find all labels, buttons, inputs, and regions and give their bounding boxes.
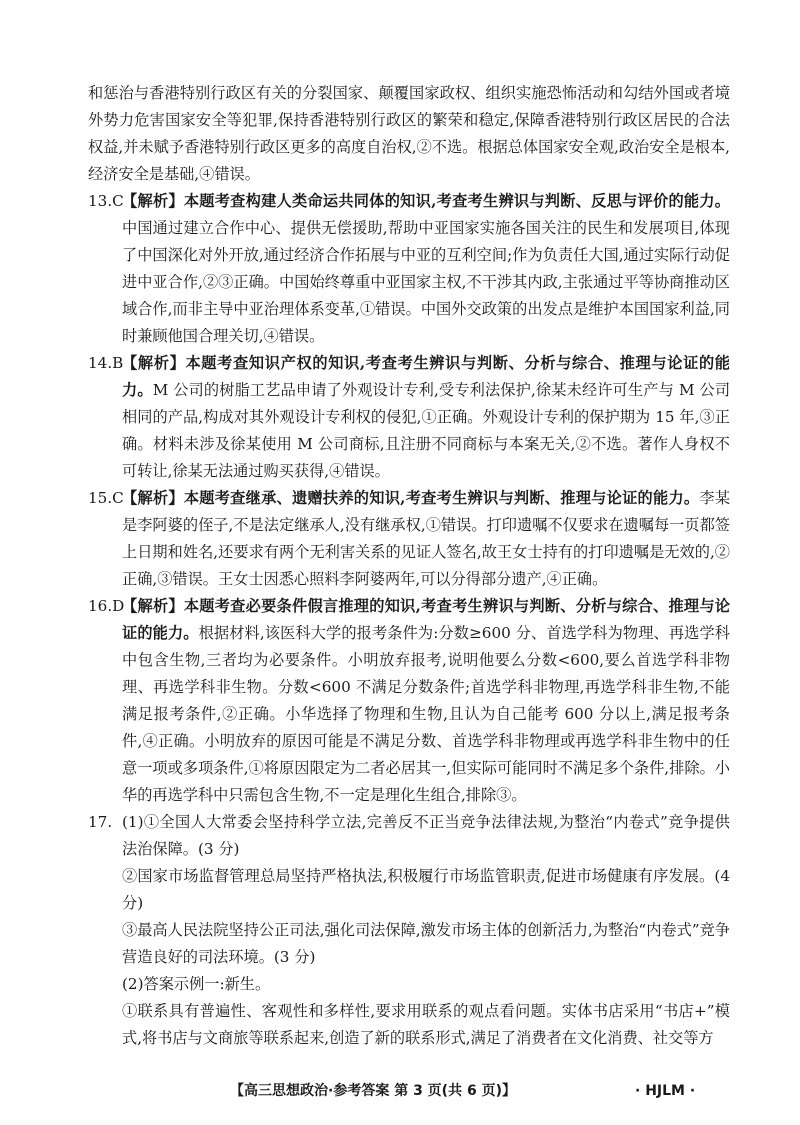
item-number: 14.B <box>88 354 124 372</box>
answer-item-13 <box>88 188 730 350</box>
footer-code: · HJLM · <box>635 1083 696 1099</box>
analysis-text: 中国通过建立合作中心、提供无偿援助,帮助中亚国家实施各国关注的民生和发展项目,体现了中国深化对外开放,通过经济合作拓展与中亚的互利空间;作为负责任大国,通过实际行动促进中亚合作,②③正确。中国始终尊重中亚国家主权,不干涉其内政,主张通过平等协商推动区域合作,而非主导中亚治理体系变革,①错误。中国外交政策的出发点是维护本国国家利益,同时兼顾他国合理关切,④错误。 <box>122 219 730 345</box>
answer-item-16 <box>88 593 730 809</box>
answer-item-17 <box>88 809 730 1052</box>
analysis-heading: 【解析】本题考查继承、遗赠扶养的知识,考查考生辨识与判断、推理与论证的能力。 <box>122 489 700 507</box>
item-number: 13.C <box>88 192 124 210</box>
analysis-heading: 【解析】本题考查必要条件假言推理的知识,考查考生辨识与判断、分析与综合、推理与论证的能力。 <box>122 597 730 642</box>
q17-part2-point1: ①联系具有普遍性、客观性和多样性,要求用联系的观点看问题。实体书店采用“书店+”模式,将书店与文商旅等联系起来,创造了新的联系形式,满足了消费者在文化消费、社交等方 <box>122 1002 730 1047</box>
answer-item-15 <box>88 485 730 593</box>
q17-part1-point3: ③最高人民法院坚持公正司法,强化司法保障,激发市场主体的创新活力,为整治“内卷式”竞争营造良好的司法环境。(3 分) <box>122 921 730 966</box>
analysis-text: 李某是李阿婆的侄子,不是法定继承人,没有继承权,①错误。打印遗嘱不仅要求在遗嘱每一页都签上日期和姓名,还要求有两个无利害关系的见证人签名,故王女士持有的打印遗嘱是无效的,②正确,③错误。王女士因悉心照料李阿婆两年,可以分得部分遗产,④正确。 <box>122 489 731 588</box>
item-number: 15.C <box>88 489 124 507</box>
analysis-text: 根据材料,该医科大学的报考条件为:分数≥600 分、首选学科为物理、再选学科中包含生物,三者均为必要条件。小明放弃报考,说明他要么分数<600,要么首选学科非物理、再选学科非生物。分数<600 不满足分数条件;首选学科非物理,再选学科非生物,不能满足报考条件,②正确。小华选择了物理和生物,且认为自己能考 600 分以上,满足报考条件,④正确。小明放弃的原因可能是不满足分数、首选学科非物理或再选学科非生物中的任意一项或多项条件,①将原因限定为二者必居其一,但实际可能同时不满足多个条件,排除。小华的再选学科中只需包含生物,不一定是理化生组合,排除③。 <box>122 624 730 804</box>
page-footer <box>230 1081 750 1101</box>
answer-item-14 <box>88 350 730 485</box>
footer-title: 【高三思想政治·参考答案 第 3 页(共 6 页)】 <box>230 1083 516 1099</box>
q17-part2-heading: (2)答案示例一:新生。 <box>122 975 271 993</box>
analysis-text: M 公司的树脂工艺品申请了外观设计专利,受专利法保护,徐某未经许可生产与 M 公司相同的产品,构成对其外观设计专利权的侵犯,①正确。外观设计专利的保护期为 15 年,③正确。材料未涉及徐某使用 M 公司商标,且注册不同商标与本案无关,②不选。著作人身权不可转让,徐某无法通过购买获得,④错误。 <box>122 381 731 480</box>
answer-content <box>88 80 730 1052</box>
item-number: 17. <box>88 813 113 831</box>
q17-part1-point1: (1)①全国人大常委会坚持科学立法,完善反不正当竞争法律法规,为整治“内卷式”竞争提供法治保障。(3 分) <box>122 813 730 858</box>
q17-part1-point2: ②国家市场监督管理总局坚持严格执法,积极履行市场监管职责,促进市场健康有序发展。(4 分) <box>122 867 730 912</box>
intro-paragraph: 和惩治与香港特别行政区有关的分裂国家、颠覆国家政权、组织实施恐怖活动和勾结外国或者境外势力危害国家安全等犯罪,保持香港特别行政区的繁荣和稳定,保障香港特别行政区居民的合法权益,并未赋予香港特别行政区更多的高度自治权,②不选。根据总体国家安全观,政治安全是根本,经济安全是基础,④错误。 <box>88 84 730 183</box>
analysis-heading: 【解析】本题考查知识产权的知识,考查考生辨识与判断、分析与综合、推理与论证的能力。 <box>122 354 730 399</box>
item-number: 16.D <box>88 597 125 615</box>
analysis-heading: 【解析】本题考查构建人类命运共同体的知识,考查考生辨识与判断、反思与评价的能力。 <box>122 192 730 210</box>
